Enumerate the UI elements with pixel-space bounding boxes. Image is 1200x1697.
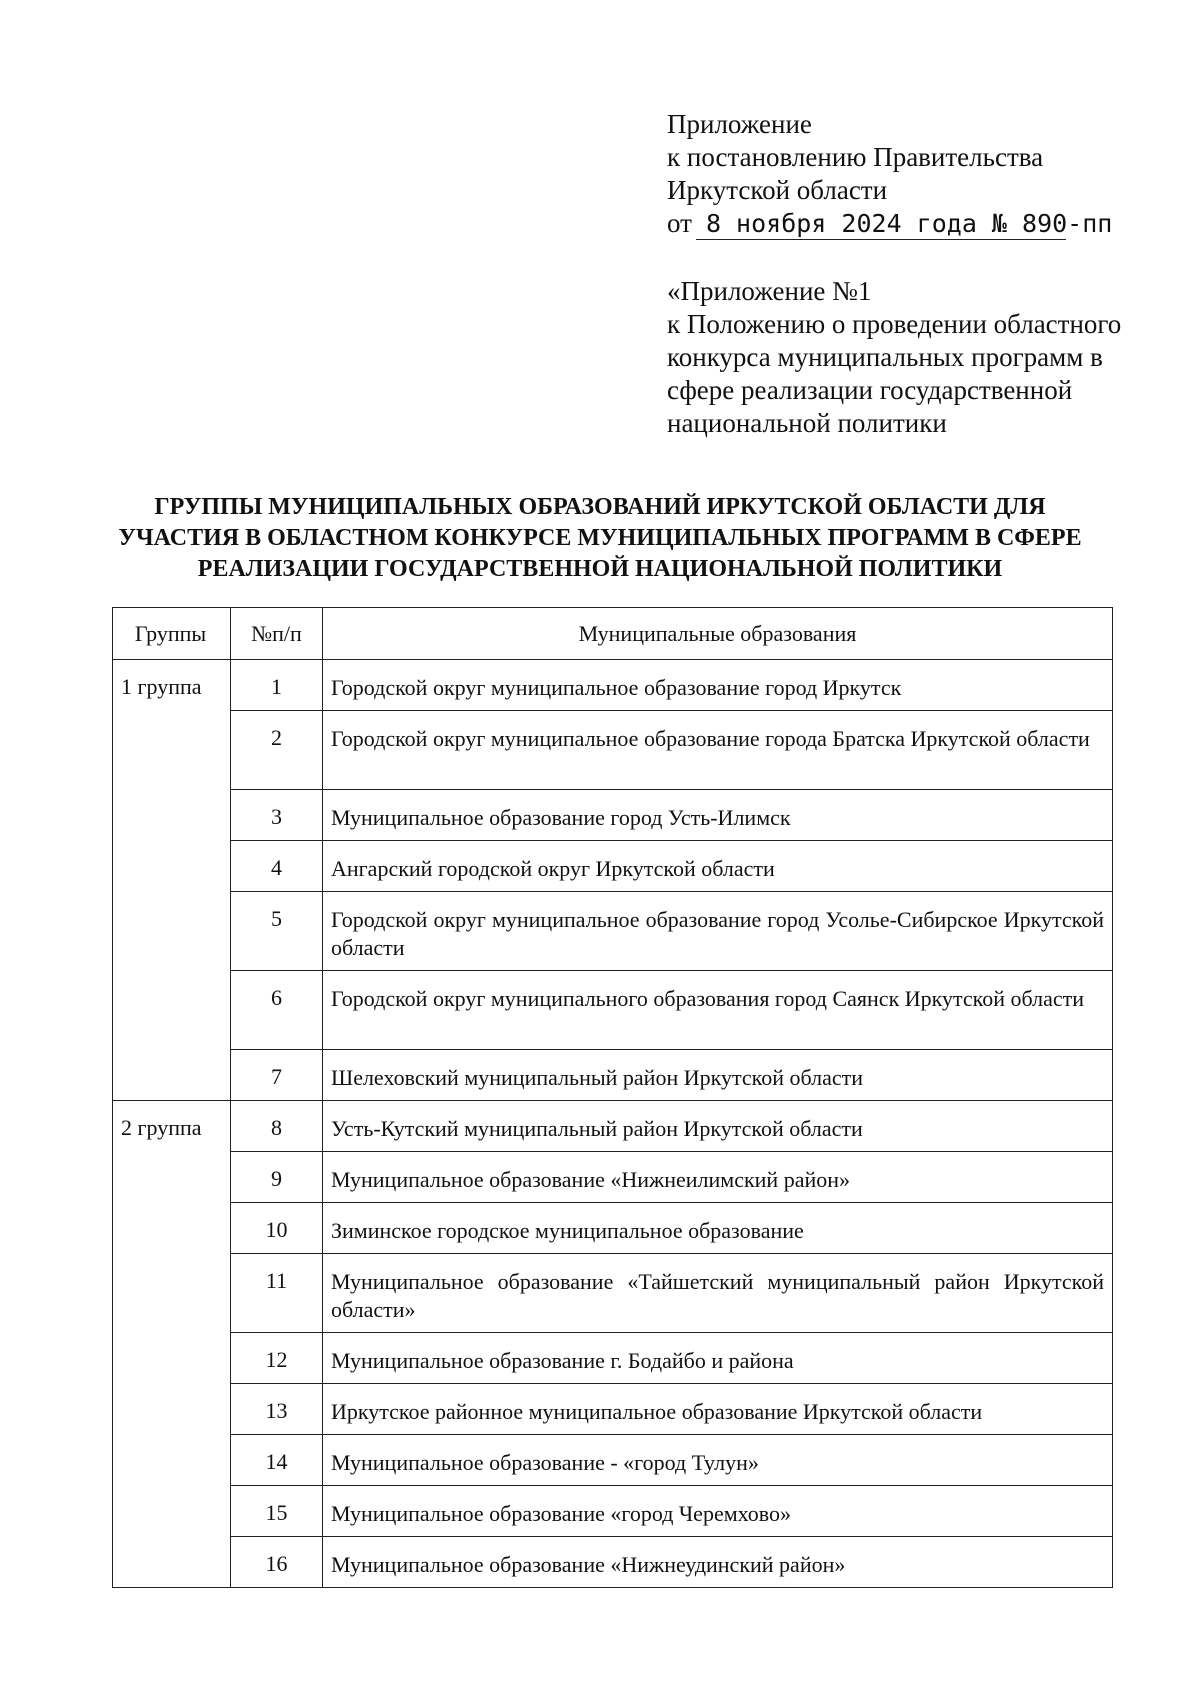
table-row <box>113 1435 1113 1486</box>
table-row <box>113 971 1113 1050</box>
row-number: 8 <box>231 1101 323 1152</box>
date-prefix: от <box>667 208 692 238</box>
row-number: 1 <box>231 660 323 711</box>
row-name: Городской округ муниципального образования город Саянск Иркутской области <box>323 971 1113 1050</box>
row-name: Муниципальное образование «город Черемхово» <box>323 1486 1113 1537</box>
row-name: Иркутское районное муниципальное образование Иркутской области <box>323 1384 1113 1435</box>
row-number: 12 <box>231 1333 323 1384</box>
heading-line: ГРУППЫ МУНИЦИПАЛЬНЫХ ОБРАЗОВАНИЙ ИРКУТСКОЙ ОБЛАСТИ ДЛЯ <box>154 494 1046 520</box>
table-row <box>113 1050 1113 1101</box>
row-name: Городской округ муниципальное образование город Иркутск <box>323 660 1113 711</box>
row-name: Муниципальное образование г. Бодайбо и района <box>323 1333 1113 1384</box>
table-row <box>113 1101 1113 1152</box>
groups-table <box>112 607 1113 1588</box>
appendix2-line: сфере реализации государственной <box>667 375 1073 405</box>
row-number: 4 <box>231 841 323 892</box>
group-label: 2 группа <box>113 1101 231 1588</box>
row-name: Усть-Кутский муниципальный район Иркутской области <box>323 1101 1113 1152</box>
row-number: 16 <box>231 1537 323 1588</box>
row-number: 10 <box>231 1203 323 1254</box>
table-row <box>113 711 1113 790</box>
row-number: 14 <box>231 1435 323 1486</box>
row-name: Зиминское городское муниципальное образование <box>323 1203 1113 1254</box>
row-name: Муниципальное образование город Усть-Илимск <box>323 790 1113 841</box>
row-name: Муниципальное образование «Нижнеудинский район» <box>323 1537 1113 1588</box>
row-name: Муниципальное образование - «город Тулун» <box>323 1435 1113 1486</box>
row-name: Городской округ муниципальное образование город Усолье-Сибирское Иркутской области <box>323 892 1113 971</box>
table-row <box>113 1152 1113 1203</box>
header-name: Муниципальные образования <box>323 608 1113 660</box>
header-num: №п/п <box>231 608 323 660</box>
row-number: 2 <box>231 711 323 790</box>
row-number: 5 <box>231 892 323 971</box>
table-row <box>113 1537 1113 1588</box>
row-number: 6 <box>231 971 323 1050</box>
row-number: 9 <box>231 1152 323 1203</box>
appendix-block <box>667 108 1113 240</box>
appendix-date-line <box>667 207 1113 240</box>
table-row <box>113 1203 1113 1254</box>
table-row <box>113 841 1113 892</box>
appendix-line: к постановлению Правительства <box>667 142 1044 172</box>
row-name: Муниципальное образование «Тайшетский муниципальный район Иркутской области» <box>323 1254 1113 1333</box>
group-label: 1 группа <box>113 660 231 1101</box>
appendix2-block <box>667 275 1121 440</box>
heading-line: РЕАЛИЗАЦИИ ГОСУДАРСТВЕННОЙ НАЦИОНАЛЬНОЙ ПОЛИТИКИ <box>197 556 1003 582</box>
row-number: 3 <box>231 790 323 841</box>
row-number: 7 <box>231 1050 323 1101</box>
table-row <box>113 1254 1113 1333</box>
table-row <box>113 660 1113 711</box>
appendix2-line: национальной политики <box>667 408 947 438</box>
appendix2-line: конкурса муниципальных программ в <box>667 342 1103 372</box>
appendix-title: Приложение <box>667 109 812 139</box>
row-number: 15 <box>231 1486 323 1537</box>
table-row <box>113 1333 1113 1384</box>
row-number: 11 <box>231 1254 323 1333</box>
appendix2-title: «Приложение №1 <box>667 276 872 306</box>
table-row <box>113 892 1113 971</box>
row-name: Ангарский городской округ Иркутской области <box>323 841 1113 892</box>
appendix2-line: к Положению о проведении областного <box>667 309 1122 339</box>
heading-line: УЧАСТИЯ В ОБЛАСТНОМ КОНКУРСЕ МУНИЦИПАЛЬНЫХ ПРОГРАММ В СФЕРЕ <box>118 525 1082 551</box>
table-header-row <box>113 608 1113 660</box>
header-group: Группы <box>113 608 231 660</box>
row-name: Городской округ муниципальное образование города Братска Иркутской области <box>323 711 1113 790</box>
document-heading <box>100 492 1100 585</box>
row-name: Шелеховский муниципальный район Иркутской области <box>323 1050 1113 1101</box>
row-number: 13 <box>231 1384 323 1435</box>
table-row <box>113 1486 1113 1537</box>
row-name: Муниципальное образование «Нижнеилимский район» <box>323 1152 1113 1203</box>
table-row <box>113 1384 1113 1435</box>
table-row <box>113 790 1113 841</box>
date-value: 8 ноября 2024 года № 890-пп <box>696 209 1066 240</box>
appendix-line: Иркутской области <box>667 175 888 205</box>
